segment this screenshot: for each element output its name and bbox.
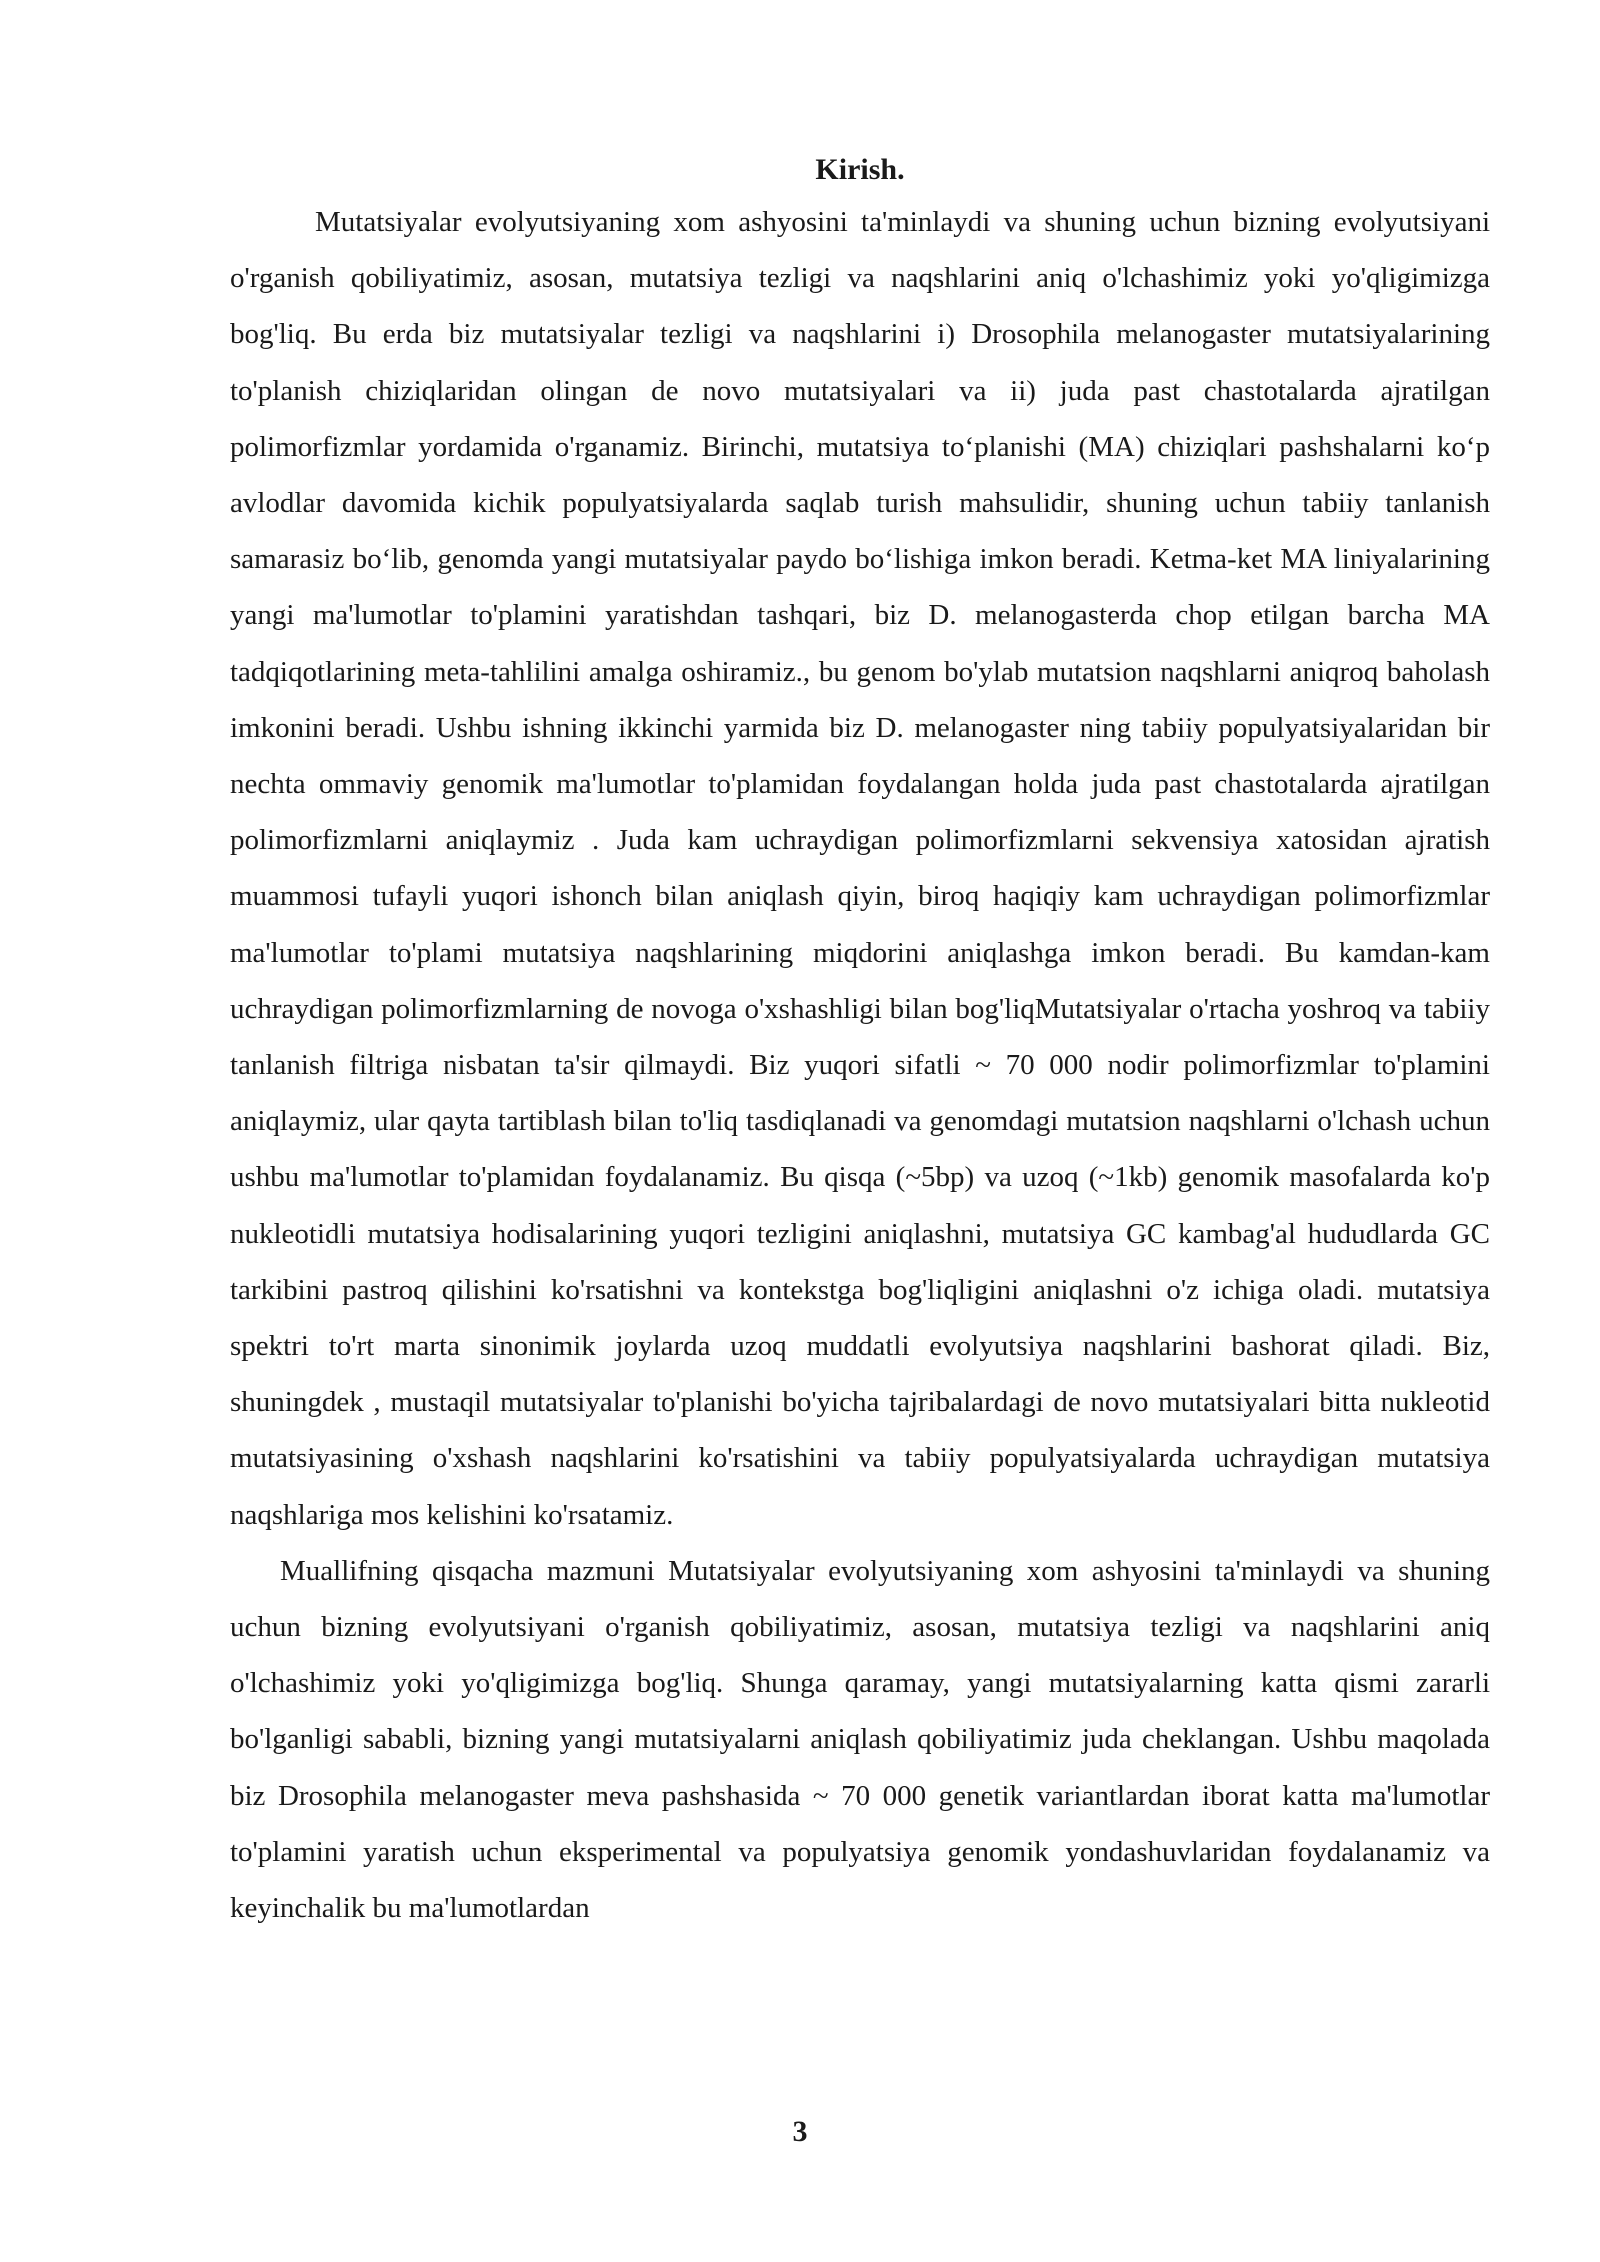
page-number: 3 [792, 2115, 808, 2148]
section-title: Kirish. [815, 153, 905, 186]
body-paragraph-author-summary: Muallifning qisqacha mazmuni Mutatsiyalar evolyutsiyaning xom ashyosini ta'minlaydi va shuning uchun bizning evolyutsiyani o'rganish qobiliyatimiz, asosan, mutatsiya tezligi va naqshlarini aniq o'lchashimiz yoki yo'qligimizga bog'liq. Shunga qaramay, yangi mutatsiyalarning katta qismi zararli bo'lganligi sababli, bizning yangi mutatsiyalarni aniqlash qobiliyatimiz juda cheklangan. Ushbu maqolada biz Drosophila melanogaster meva pashshasida ~ 70 000 genetik variantlardan iborat katta ma'lumotlar to'plamini yaratish uchun eksperimental va populyatsiya genomik yondashuvlaridan foydalanamiz va keyinchalik bu ma'lumotlardan [230, 1554, 1490, 1925]
page-content [230, 150, 1490, 1936]
body-paragraph-introduction: Mutatsiyalar evolyutsiyaning xom ashyosini ta'minlaydi va shuning uchun bizning evolyutsiyani o'rganish qobiliyatimiz, asosan, mutatsiya tezligi va naqshlarini aniq o'lchashimiz yoki yo'qligimizga bog'liq. Bu erda biz mutatsiyalar tezligi va naqshlarini i) Drosophila melanogaster mutatsiyalarining to'planish chiziqlaridan olingan de novo mutatsiyalari va ii) juda past chastotalarda ajratilgan polimorfizmlar yordamida o'rganamiz. Birinchi, mutatsiya to‘planishi (MA) chiziqlari pashshalarni ko‘p avlodlar davomida kichik populyatsiyalarda saqlab turish mahsulidir, shuning uchun tabiiy tanlanish samarasiz bo‘lib, genomda yangi mutatsiyalar paydo bo‘lishiga imkon beradi. Ketma-ket MA liniyalarining yangi ma'lumotlar to'plamini yaratishdan tashqari, biz D. melanogasterda chop etilgan barcha MA tadqiqotlarining meta-tahlilini amalga oshiramiz., bu genom bo'ylab mutatsion naqshlarni aniqroq baholash imkonini beradi. Ushbu ishning ikkinchi yarmida biz D. melanogaster ning tabiiy populyatsiyalaridan bir nechta ommaviy genomik ma'lumotlar to'plamidan foydalangan holda juda past chastotalarda ajratilgan polimorfizmlarni aniqlaymiz . Juda kam uchraydigan polimorfizmlarni sekvensiya xatosidan ajratish muammosi tufayli yuqori ishonch bilan aniqlash qiyin, biroq haqiqiy kam uchraydigan polimorfizmlar ma'lumotlar to'plami mutatsiya naqshlarining miqdorini aniqlashga imkon beradi. Bu kamdan-kam uchraydigan polimorfizmlarning de novoga o'xshashligi bilan bog'liqMutatsiyalar o'rtacha yoshroq va tabiiy tanlanish filtriga nisbatan ta'sir qilmaydi. Biz yuqori sifatli ~ 70 000 nodir polimorfizmlar to'plamini aniqlaymiz, ular qayta tartiblash bilan to'liq tasdiqlanadi va genomdagi mutatsion naqshlarni o'lchash uchun ushbu ma'lumotlar to'plamidan foydalanamiz. Bu qisqa (~5bp) va uzoq (~1kb) genomik masofalarda ko'p nukleotidli mutatsiya hodisalarining yuqori tezligini aniqlashni, mutatsiya GC kambag'al hududlarda GC tarkibini pastroq qilishini ko'rsatishni va kontekstga bog'liqligini aniqlashni o'z ichiga oladi. mutatsiya spektri to'rt marta sinonimik joylarda uzoq muddatli evolyutsiya naqshlarini bashorat qiladi. Biz, shuningdek , mustaqil mutatsiyalar to'planishi bo'yicha tajribalardagi de novo mutatsiyalari bitta nukleotid mutatsiyasining o'xshash naqshlarini ko'rsatishini va tabiiy populyatsiyalarda uchraydigan mutatsiya naqshlariga mos kelishini ko'rsatamiz. [230, 206, 1490, 1531]
